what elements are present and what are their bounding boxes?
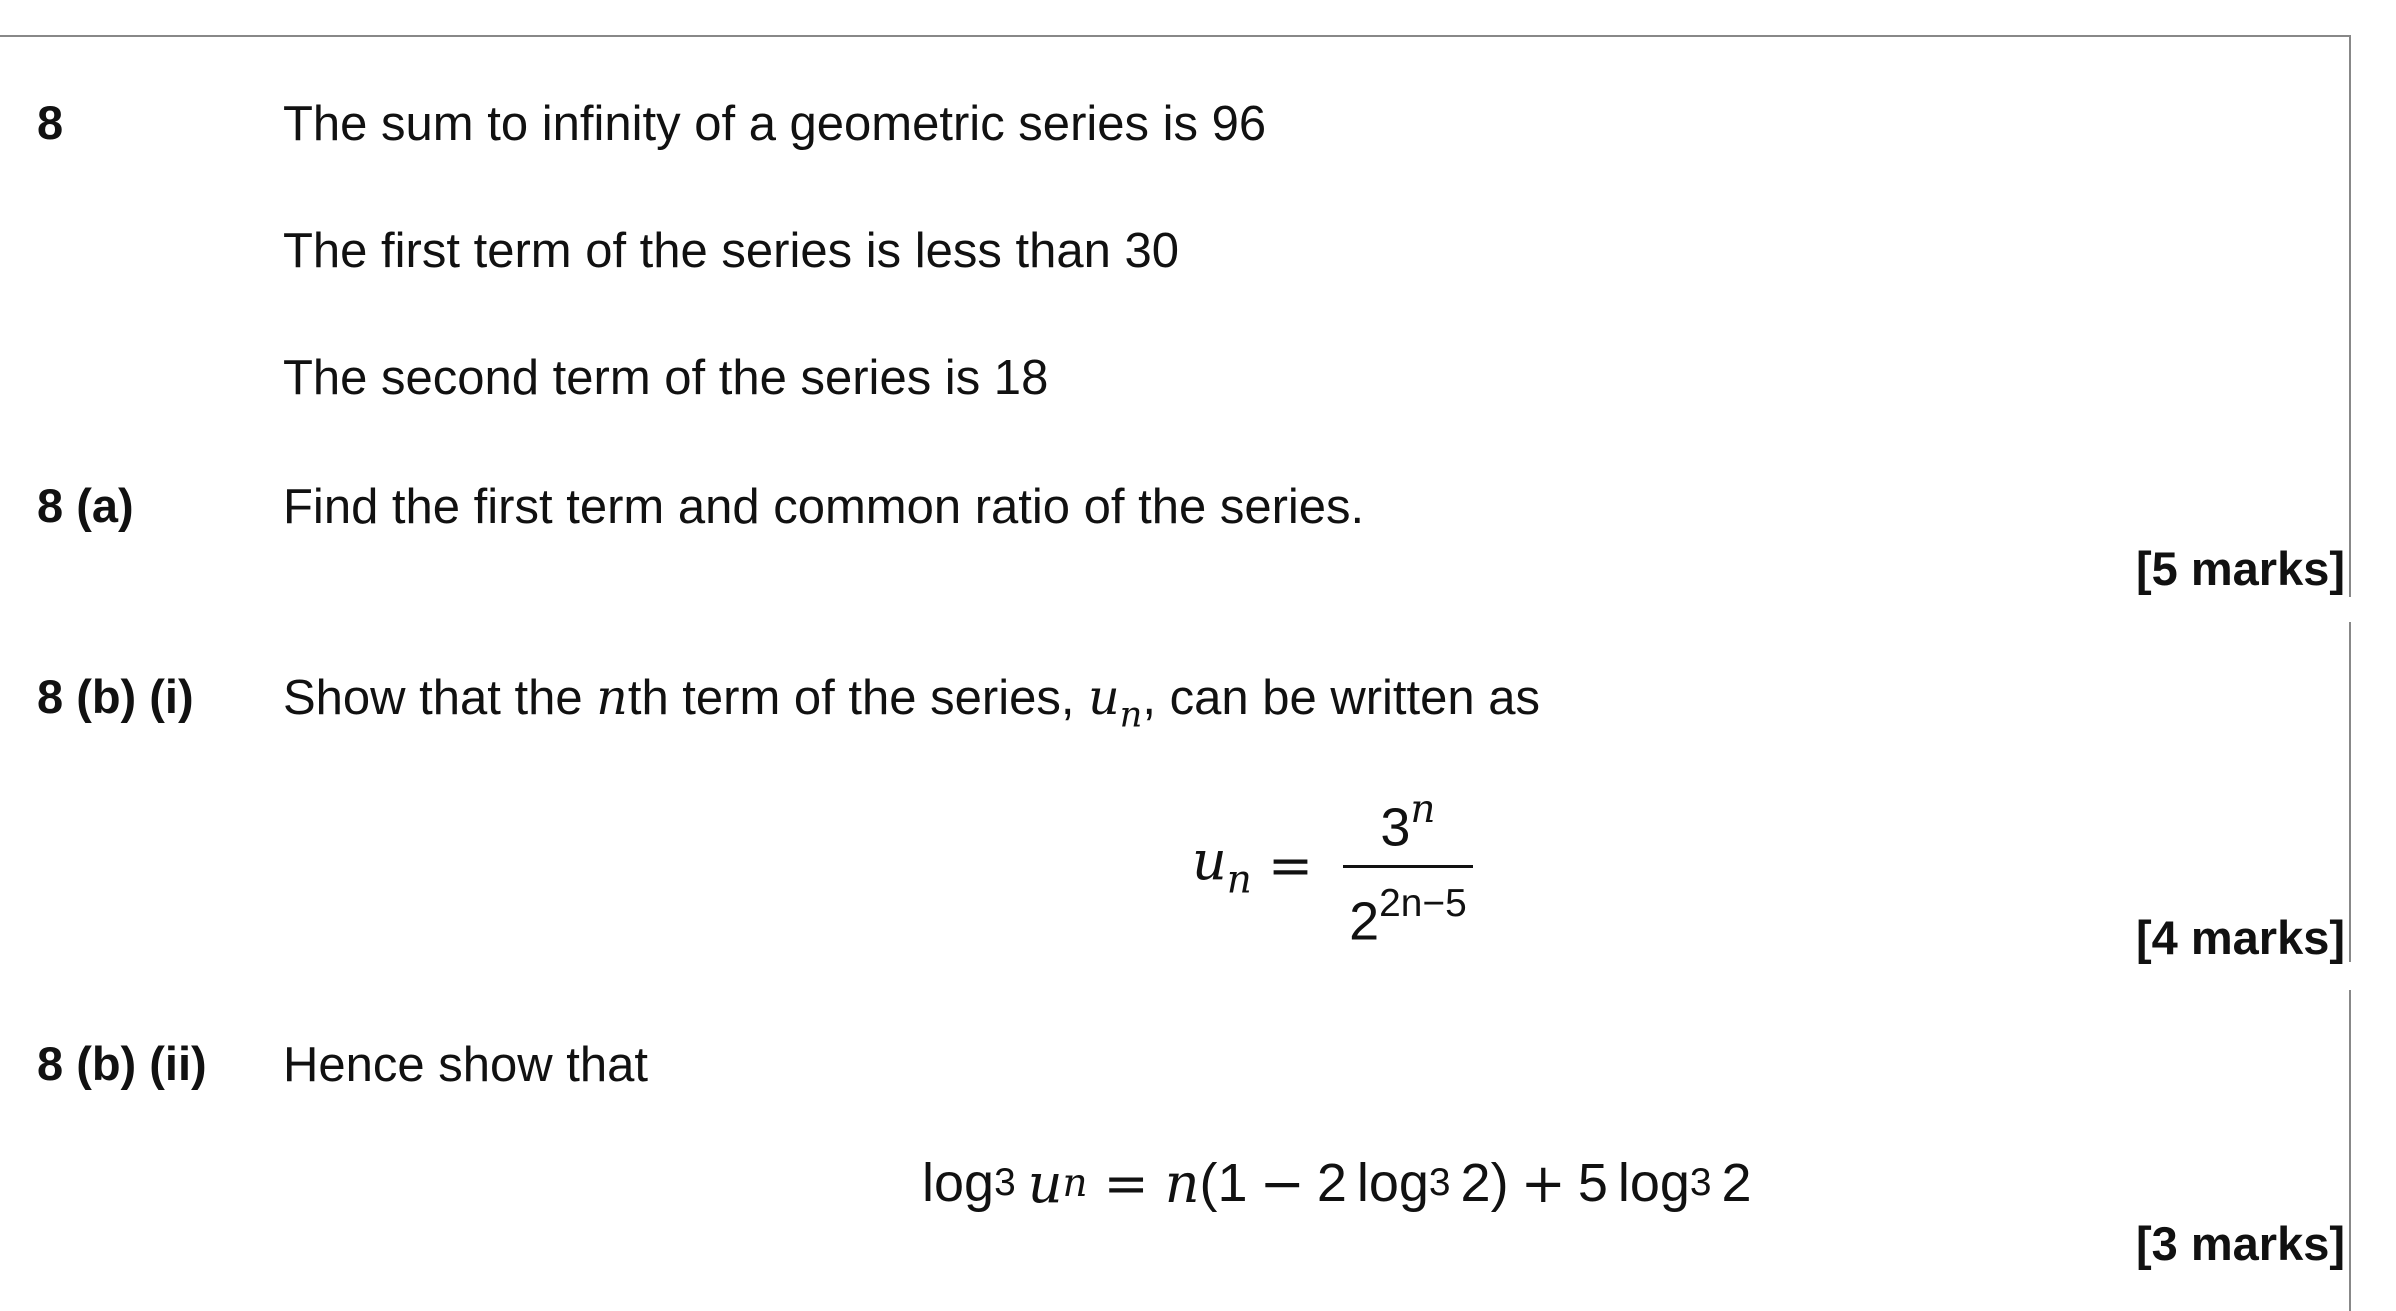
question-number-8: 8 bbox=[37, 96, 64, 149]
question-8bi-text bbox=[283, 669, 1540, 744]
text-segment: th term of the series, bbox=[627, 671, 1089, 725]
log-base: 3 bbox=[1689, 1161, 1712, 1204]
question-number-8a: 8 (a) bbox=[37, 479, 134, 532]
text-segment: , can be written as bbox=[1142, 671, 1541, 725]
question-number-8bi: 8 (b) (i) bbox=[37, 670, 194, 723]
log-function: log bbox=[922, 1153, 995, 1213]
log-argument: 2 bbox=[1721, 1153, 1752, 1213]
fraction bbox=[1343, 778, 1473, 954]
equals-sign: = bbox=[1103, 1151, 1149, 1215]
top-border bbox=[0, 35, 2351, 37]
right-border-segment bbox=[2349, 35, 2351, 597]
equals-sign: = bbox=[1267, 834, 1314, 898]
fraction-numerator bbox=[1374, 778, 1441, 865]
coefficient-2: 2 bbox=[1316, 1153, 1347, 1213]
right-border-segment bbox=[2349, 990, 2351, 1311]
formula-log bbox=[922, 1148, 1752, 1218]
subscript-n: n bbox=[1062, 1160, 1088, 1206]
variable-u: u bbox=[1192, 829, 1227, 893]
numerator-exponent: n bbox=[1410, 787, 1436, 832]
variable-n: n bbox=[596, 669, 628, 726]
variable-u: u bbox=[1027, 1151, 1063, 1215]
variable-u: u bbox=[1088, 669, 1120, 726]
coefficient-5: 5 bbox=[1577, 1153, 1608, 1213]
question-8-line-1: The sum to infinity of a geometric series is 96 bbox=[283, 97, 1267, 151]
marks-8a: [5 marks] bbox=[2136, 542, 2345, 595]
formula-lhs bbox=[1192, 829, 1252, 903]
formula-un bbox=[1192, 778, 1473, 954]
variable-n: n bbox=[1164, 1151, 1200, 1215]
open-paren-one: (1 bbox=[1199, 1153, 1248, 1213]
log-base: 3 bbox=[994, 1161, 1016, 1204]
right-border-segment bbox=[2349, 622, 2351, 962]
question-8-line-3: The second term of the series is 18 bbox=[283, 351, 1049, 405]
log-function: log bbox=[1617, 1153, 1690, 1213]
text-segment: Show that the bbox=[283, 671, 597, 725]
plus-sign: + bbox=[1520, 1151, 1566, 1215]
question-8a-text: Find the first term and common ratio of the series. bbox=[283, 480, 1365, 534]
question-8-line-2: The first term of the series is less than 30 bbox=[283, 224, 1179, 278]
subscript-n: n bbox=[1226, 857, 1252, 903]
log-function: log bbox=[1356, 1153, 1429, 1213]
log-argument-2: 2) bbox=[1460, 1153, 1509, 1213]
denominator-base: 2 bbox=[1349, 891, 1380, 952]
subscript-n: n bbox=[1119, 694, 1143, 736]
minus-sign: − bbox=[1259, 1151, 1305, 1215]
numerator-base: 3 bbox=[1380, 797, 1411, 858]
denominator-exponent: 2n−5 bbox=[1379, 882, 1467, 926]
question-number-8bii: 8 (b) (ii) bbox=[37, 1037, 207, 1090]
question-8bii-text: Hence show that bbox=[283, 1038, 648, 1092]
marks-8bi: [4 marks] bbox=[2136, 911, 2345, 964]
marks-8bii: [3 marks] bbox=[2136, 1217, 2345, 1270]
fraction-denominator bbox=[1343, 865, 1473, 953]
log-base: 3 bbox=[1428, 1161, 1451, 1204]
